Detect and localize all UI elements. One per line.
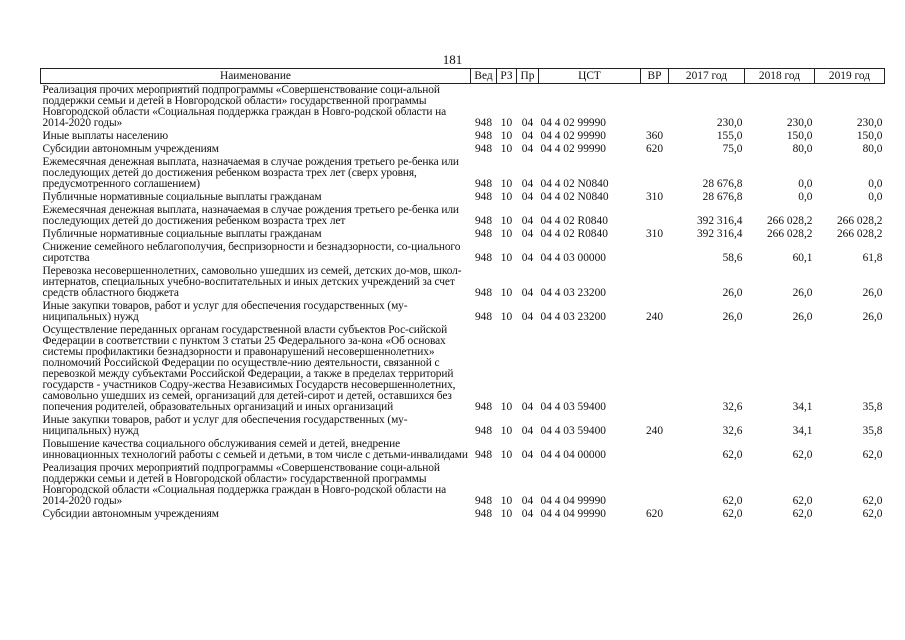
row-pr: 04 bbox=[521, 287, 534, 299]
row-value-2019: 26,0 bbox=[862, 311, 883, 323]
table-row bbox=[41, 508, 885, 521]
table-row bbox=[41, 324, 885, 414]
row-cst: 04 4 02 R0840 bbox=[540, 228, 608, 240]
row-rz: 10 bbox=[500, 425, 513, 437]
row-value-2018: 62,0 bbox=[792, 495, 813, 507]
row-ved: 948 bbox=[474, 401, 493, 413]
row-name: Снижение семейного неблагополучия, беспризорности и безнадзорности, со-циального сиротства bbox=[42, 241, 461, 264]
row-rz: 10 bbox=[500, 252, 513, 264]
row-value-2017: 32,6 bbox=[722, 401, 743, 413]
row-value-2018: 34,1 bbox=[792, 401, 813, 413]
row-value-2018: 266 028,2 bbox=[766, 228, 813, 240]
row-ved: 948 bbox=[474, 425, 493, 437]
row-rz: 10 bbox=[500, 215, 513, 227]
row-vr bbox=[641, 324, 669, 414]
table-row bbox=[41, 438, 885, 462]
row-ved: 948 bbox=[474, 228, 493, 240]
row-ved: 948 bbox=[474, 191, 493, 203]
row-vr bbox=[641, 265, 669, 300]
row-value-2018: 0,0 bbox=[798, 178, 813, 190]
col-header-2019: 2019 год bbox=[815, 69, 885, 84]
col-header-2017: 2017 год bbox=[669, 69, 745, 84]
row-vr bbox=[641, 241, 669, 265]
col-header-rz: РЗ bbox=[497, 69, 517, 84]
row-vr bbox=[641, 204, 669, 228]
row-rz: 10 bbox=[500, 178, 513, 190]
row-ved: 948 bbox=[474, 252, 493, 264]
row-name: Реализация прочих мероприятий подпрограммы «Совершенствование соци-альной поддержки семьи и детей в Новгородской области» государственной программы Новгородской области «Социальная поддержка граждан в Новго-родской области на 2014-2020 годы» bbox=[42, 84, 447, 129]
table-row bbox=[41, 462, 885, 508]
table-row bbox=[41, 414, 885, 438]
row-name: Осуществление переданных органам государственной власти субъектов Рос-сийской Федерации в соответствии с пунктом 3 статьи 25 Федерального за-кона «Об основах системы профилактики безнадзорности и правонарушений несовершеннолетних» полномочий Российской Федерации по осуществле-нию деятельности, связанной с перевозкой между субъектами Российской Федерации, а также в пределах территорий государств - участников Содру-жества Независимых Государств несовершеннолетних, самовольно ушедших из семей, организаций для детей-сирот и детей, оставшихся без попечения родителей, образовательных организаций и иных организаций bbox=[42, 324, 456, 413]
row-vr: 310 bbox=[645, 191, 664, 203]
row-value-2017: 26,0 bbox=[722, 287, 743, 299]
row-pr: 04 bbox=[521, 191, 534, 203]
row-rz: 10 bbox=[500, 143, 513, 155]
row-vr: 240 bbox=[645, 311, 664, 323]
row-value-2019: 35,8 bbox=[862, 401, 883, 413]
col-header-cst: ЦСТ bbox=[539, 69, 641, 84]
row-name: Повышение качества социального обслуживания семей и детей, внедрение инновационных технологий работы с семьей и детьми, в том числе с детьми-инвалидами bbox=[42, 438, 468, 461]
row-value-2019: 26,0 bbox=[862, 287, 883, 299]
row-rz: 10 bbox=[500, 508, 513, 520]
row-name: Публичные нормативные социальные выплаты гражданам bbox=[42, 191, 322, 203]
row-pr: 04 bbox=[521, 215, 534, 227]
table-header bbox=[41, 69, 885, 84]
row-ved: 948 bbox=[474, 508, 493, 520]
table-row bbox=[41, 143, 885, 156]
row-value-2018: 26,0 bbox=[792, 311, 813, 323]
row-cst: 04 4 03 59400 bbox=[540, 425, 606, 437]
table-row bbox=[41, 228, 885, 241]
row-ved: 948 bbox=[474, 178, 493, 190]
row-rz: 10 bbox=[500, 130, 513, 142]
row-value-2019: 230,0 bbox=[856, 117, 883, 129]
row-vr bbox=[641, 438, 669, 462]
row-value-2018: 34,1 bbox=[792, 425, 813, 437]
row-value-2017: 392 316,4 bbox=[696, 215, 743, 227]
row-value-2019: 0,0 bbox=[868, 178, 883, 190]
table-row bbox=[41, 300, 885, 324]
row-vr bbox=[641, 84, 669, 131]
col-header-vr: ВР bbox=[641, 69, 669, 84]
row-ved: 948 bbox=[474, 287, 493, 299]
row-value-2019: 0,0 bbox=[868, 191, 883, 203]
row-cst: 04 4 03 23200 bbox=[540, 287, 606, 299]
row-value-2017: 62,0 bbox=[722, 508, 743, 520]
row-value-2017: 26,0 bbox=[722, 311, 743, 323]
row-rz: 10 bbox=[500, 449, 513, 461]
row-cst: 04 4 02 N0840 bbox=[540, 191, 609, 203]
table-row bbox=[41, 84, 885, 131]
row-pr: 04 bbox=[521, 508, 534, 520]
row-pr: 04 bbox=[521, 401, 534, 413]
page-number: 181 bbox=[442, 52, 463, 67]
row-pr: 04 bbox=[521, 311, 534, 323]
row-ved: 948 bbox=[474, 130, 493, 142]
row-value-2018: 266 028,2 bbox=[766, 215, 813, 227]
row-value-2019: 266 028,2 bbox=[836, 228, 883, 240]
row-name: Перевозка несовершеннолетних, самовольно ушедших из семей, детских до-мов, школ-интернатов, специальных учебно-воспитательных и иных детских учреждений за счет средств областного бюджета bbox=[42, 265, 462, 299]
row-rz: 10 bbox=[500, 287, 513, 299]
col-header-name: Наименование bbox=[41, 69, 471, 84]
row-name: Ежемесячная денежная выплата, назначаемая в случае рождения третьего ре-бенка или последующих детей до достижения ребенком возраста трех лет bbox=[42, 204, 459, 227]
row-pr: 04 bbox=[521, 117, 534, 129]
row-name: Иные закупки товаров, работ и услуг для обеспечения государственных (му-ниципальных) нужд bbox=[42, 414, 408, 437]
row-value-2017: 28 676,8 bbox=[702, 178, 743, 190]
row-vr: 310 bbox=[645, 228, 664, 240]
row-ved: 948 bbox=[474, 215, 493, 227]
row-vr bbox=[641, 462, 669, 508]
row-value-2019: 150,0 bbox=[856, 130, 883, 142]
row-value-2018: 62,0 bbox=[792, 508, 813, 520]
col-header-ved: Вед bbox=[471, 69, 497, 84]
row-value-2019: 62,0 bbox=[862, 495, 883, 507]
row-value-2017: 155,0 bbox=[716, 130, 743, 142]
row-cst: 04 4 03 00000 bbox=[540, 252, 606, 264]
row-pr: 04 bbox=[521, 178, 534, 190]
row-value-2018: 26,0 bbox=[792, 287, 813, 299]
row-vr bbox=[641, 156, 669, 191]
row-cst: 04 4 04 00000 bbox=[540, 449, 606, 461]
row-cst: 04 4 02 99990 bbox=[540, 117, 606, 129]
row-value-2019: 61,8 bbox=[862, 252, 883, 264]
row-cst: 04 4 02 99990 bbox=[540, 130, 606, 142]
table-row bbox=[41, 241, 885, 265]
row-value-2017: 75,0 bbox=[722, 143, 743, 155]
row-value-2017: 58,6 bbox=[722, 252, 743, 264]
row-rz: 10 bbox=[500, 495, 513, 507]
row-cst: 04 4 02 R0840 bbox=[540, 215, 608, 227]
row-value-2019: 266 028,2 bbox=[836, 215, 883, 227]
row-rz: 10 bbox=[500, 401, 513, 413]
table-row bbox=[41, 204, 885, 228]
row-value-2017: 32,6 bbox=[722, 425, 743, 437]
row-cst: 04 4 04 99990 bbox=[540, 508, 606, 520]
row-ved: 948 bbox=[474, 143, 493, 155]
table-row bbox=[41, 156, 885, 191]
row-value-2017: 28 676,8 bbox=[702, 191, 743, 203]
row-rz: 10 bbox=[500, 191, 513, 203]
row-cst: 04 4 02 N0840 bbox=[540, 178, 609, 190]
row-name: Иные выплаты населению bbox=[42, 130, 169, 142]
row-value-2019: 62,0 bbox=[862, 508, 883, 520]
row-pr: 04 bbox=[521, 228, 534, 240]
row-pr: 04 bbox=[521, 143, 534, 155]
row-name: Реализация прочих мероприятий подпрограммы «Совершенствование соци-альной поддержки семьи и детей в Новгородской области» государственной программы Новгородской области «Социальная поддержка граждан в Новго-родской области на 2014-2020 годы» bbox=[42, 462, 447, 507]
row-cst: 04 4 03 23200 bbox=[540, 311, 606, 323]
col-header-2018: 2018 год bbox=[745, 69, 815, 84]
table-row bbox=[41, 265, 885, 300]
row-pr: 04 bbox=[521, 449, 534, 461]
row-value-2017: 392 316,4 bbox=[696, 228, 743, 240]
row-cst: 04 4 03 59400 bbox=[540, 401, 606, 413]
row-pr: 04 bbox=[521, 425, 534, 437]
row-ved: 948 bbox=[474, 311, 493, 323]
row-value-2018: 60,1 bbox=[792, 252, 813, 264]
row-value-2019: 35,8 bbox=[862, 425, 883, 437]
row-cst: 04 4 04 99990 bbox=[540, 495, 606, 507]
row-name: Ежемесячная денежная выплата, назначаемая в случае рождения третьего ре-бенка или последующих детей до достижения ребенком возраста трех лет (сверх уровня, предусмотренного соглашением) bbox=[42, 156, 459, 190]
row-vr: 360 bbox=[645, 130, 664, 142]
row-cst: 04 4 02 99990 bbox=[540, 143, 606, 155]
row-value-2017: 62,0 bbox=[722, 495, 743, 507]
row-value-2019: 80,0 bbox=[862, 143, 883, 155]
row-ved: 948 bbox=[474, 117, 493, 129]
row-value-2018: 150,0 bbox=[786, 130, 813, 142]
row-value-2018: 62,0 bbox=[792, 449, 813, 461]
budget-table bbox=[40, 68, 885, 521]
table-row bbox=[41, 191, 885, 204]
row-name: Субсидии автономным учреждениям bbox=[42, 143, 219, 155]
row-rz: 10 bbox=[500, 117, 513, 129]
row-ved: 948 bbox=[474, 449, 493, 461]
row-value-2017: 62,0 bbox=[722, 449, 743, 461]
row-value-2019: 62,0 bbox=[862, 449, 883, 461]
row-vr: 620 bbox=[645, 143, 664, 155]
col-header-pr: Пр bbox=[517, 69, 539, 84]
row-vr: 620 bbox=[645, 508, 664, 520]
row-name: Иные закупки товаров, работ и услуг для обеспечения государственных (му-ниципальных) нужд bbox=[42, 300, 408, 323]
row-value-2017: 230,0 bbox=[716, 117, 743, 129]
row-value-2018: 0,0 bbox=[798, 191, 813, 203]
row-value-2018: 230,0 bbox=[786, 117, 813, 129]
row-pr: 04 bbox=[521, 495, 534, 507]
row-rz: 10 bbox=[500, 228, 513, 240]
table-row bbox=[41, 130, 885, 143]
row-rz: 10 bbox=[500, 311, 513, 323]
row-name: Публичные нормативные социальные выплаты гражданам bbox=[42, 228, 322, 240]
row-pr: 04 bbox=[521, 252, 534, 264]
row-name: Субсидии автономным учреждениям bbox=[42, 508, 219, 520]
row-pr: 04 bbox=[521, 130, 534, 142]
row-vr: 240 bbox=[645, 425, 664, 437]
row-ved: 948 bbox=[474, 495, 493, 507]
row-value-2018: 80,0 bbox=[792, 143, 813, 155]
